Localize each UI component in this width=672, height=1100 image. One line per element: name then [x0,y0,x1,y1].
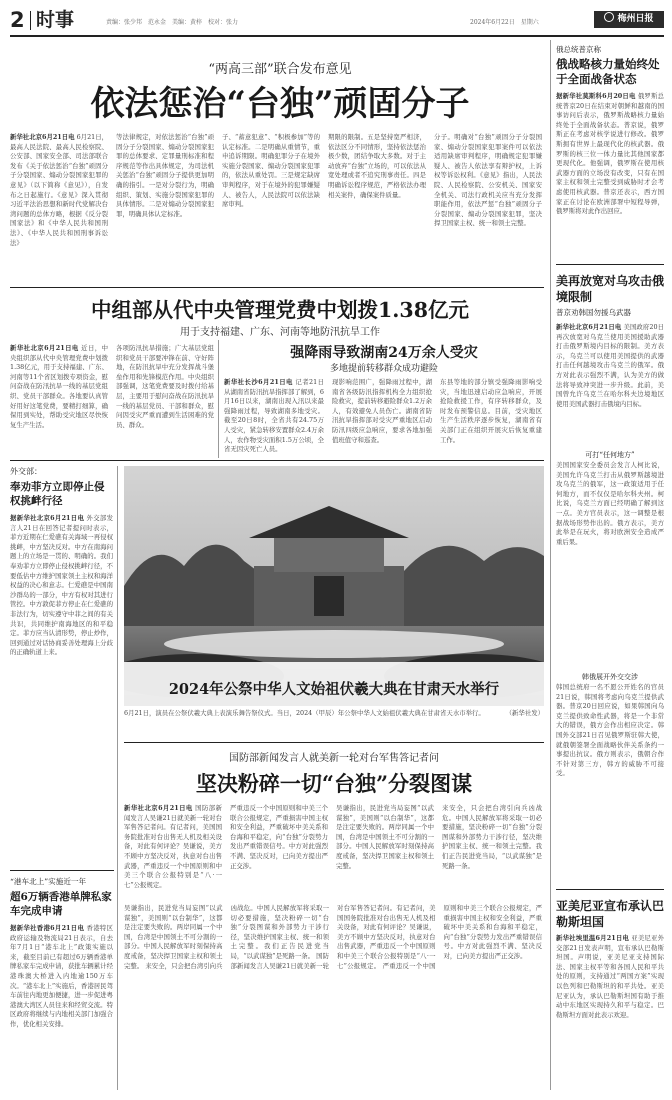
second-story-text-1: 近日，中央组织部从代中央管理党费中划拨1.38亿元，用于支持福建、广东、河南等11个省区划拨专项资金，慰问奋战在防汛抗旱一线的基层党组织、党员干部群众。各地要认真管好用好这笔党费，要精打细算，确保用到实处，帮助受灾地区尽快恢复生产生活。 [10,344,108,429]
left-sidebar-2 [10,876,113,1090]
lead-story-col-4: 期限的限制。五是坚持宽严相济，依法区分不同情形，坚持依法惩治极少数，团结争取大多数。对于主动放弃“台独”立场的，可以依法从宽处理或者不追究刑事责任。四是明确诉讼程序规范，严格依法办理相关案件，确保案件质量。 [328,133,426,199]
bottom-story-col-1 [124,804,222,896]
right-column [556,40,664,1090]
left-sidebar-1-dateline: 据新华社北京6月21日电 [10,514,85,522]
editor-credits: 责编：张少邦 范永金 美编：黄梓 校对：张力 [106,19,239,26]
bottom-story-text-6: 来安全，只会把台湾引向兵凶战危。中国人民解放军将采取一切必要措施，坚决粉碎一切“台独”分裂图谋和外部势力干涉行径，坚决维护国家主权、统一和领土完整。我们正告民进党当局，“以武谋独”是死路一条。 [145,904,329,970]
bottom-story-col-3: 吴谦指出，民进党当局妄图“以武谋独”，美国则“以台制华”，这都是注定要失败的。两岸同属一个中国，台湾是中国领土不可分割的一部分。中国人民解放军时刻保持高度戒备，坚决捍卫国家主权和领土完整。 [336,804,434,870]
page-number-divider [30,11,31,30]
left-sidebar-1-text: 外交部发言人21日在回答记者提问时表示，菲方近期在仁爱礁有关海域一再侵权挑衅，中方坚决反对。中方在南海问题上的立场是一贯的、明确的。我们奉劝菲方立即停止侵权挑衅行径，不要低估中方维护国家领土主权和海洋权益的决心和意志。仁爱礁是中国南沙群岛的一部分，中方有权对其进行管控。中方敦促菲方停止在仁爱礁的非法行为，切实遵守中菲之间的有关共识，共同维护南海地区的和平稳定。菲方应当认清形势，停止炒作，回到通过对话协商妥善处理海上分歧的正确轨道上来。 [10,514,113,657]
third-story-divider [218,340,219,458]
page-number: 2 [10,8,25,32]
lead-story-kicker: “两高三部”联合发布意见 [208,62,352,77]
lead-story-col-3: 子、“蓄意犯意”、“积极参加”等的认定标准。二是明确从重情节，重申追诉期限。明确犯罪分子在境外实施分裂国家、煽动分裂国家犯罪的，依法从重处罚。三是规定缺席审判程序，对于在境外的犯罪嫌疑人、被告人，人民法院可以依法缺席审判。 [222,133,320,209]
bottom-story-dateline: 新华社北京6月21日电 [124,804,193,812]
right-story-1-text: 俄罗斯总统普京20日在结束对朝鲜和越南的国事访问后表示，俄罗斯战略核力量始终处于全面战备状态。普京说，俄罗斯正在考虑对核学说进行修改。俄罗斯拥有世界上最现代化的核武器。俄罗斯的核三位一体力量比其他国家都更现代化。他强调，俄罗斯在使用核武器方面的立场没有改变，只有在国家主权和领土完整受到威胁时才会考虑使用核武器。普京还表示，西方国家正在讨论在欧洲部署中短程导弹，俄罗斯将对此作出回应。 [556,92,664,216]
temple-hall [274,536,384,572]
second-story-dateline: 新华社北京6月21日电 [10,344,79,352]
right-story-3-headline: 亚美尼亚宣布承认巴勒斯坦国 [556,899,665,929]
photo-credit: （新华社发） [505,709,544,717]
third-story-text-1: 记者21日从湖南省防汛抗旱指挥部了解到，6月16日以来，湖南出现入汛以来最强降雨过程，导致湖南多地受灾。截至20日8时，全省共有24.75万人受灾，紧急转移安置群众2.4万余人，农作物受灾面积1.5万公顷，全省无因灾死亡人员。 [224,378,324,454]
third-story-dateline: 新华社长沙6月21日电 [224,378,293,386]
masthead-rule [10,35,664,37]
photo-caption-text: 6月21日，演员在公祭伏羲大典上表演乐舞告祭仪式。当日，2024（甲辰）年公祭中华人文始祖伏羲大典在甘肃省天水市举行。 [124,709,485,717]
left-sidebar-2-kicker: “港车北上”实施近一年 [10,877,87,886]
left-sidebar-1-kicker: 外交部： [10,467,42,476]
temple-gate [314,576,344,616]
issue-date: 2024年6月22日 星期六 [470,19,539,26]
ceremony-photo [124,466,544,706]
right-story-2-body-b: 韩国总统府一名不愿公开姓名的官员21日说，韩国将考虑向乌克兰提供武器。普京20日回应说，如果韩国向乌克兰提供致命性武器，将是一个非常大的错误，俄方会作出相应决定。韩国外交部21日召见俄罗斯驻韩大使，就俄朝签署全面战略伙伴关系条约一事提出抗议。俄方则表示，俄朝合作不针对第三方，韩方的威胁不可接受。 [556,683,664,778]
right-story-3-text: 亚美尼亚外交部21日发表声明，宣布承认巴勒斯坦国。声明说，亚美尼亚支持国际法、国家主权平等和各国人民和平共处的原则，支持通过“两国方案”实现以色列和巴勒斯坦的和平共处。亚美尼亚认为，承认巴勒斯坦国有助于推动中东地区实现持久和平与稳定。巴勒斯坦方面对此表示欢迎。 [556,934,664,1019]
bottom-story-text-5: 吴谦指出，民进党当局妄图“以武谋独”，美国则“以台制华”，这都是注定要失败的。两岸同属一个中国，台湾是中国领土不可分割的一部分。中国人民解放军时刻保持高度戒备，坚决捍卫国家主权和领土完整。 [124,904,223,970]
lead-story-col-5: 分子。明确对“台独”顽固分子分裂国家、煽动分裂国家犯罪案件可以依法适用缺席审判程序，明确规定犯罪嫌疑人、被告人依法享有辩护权，上诉权等诉讼权利。《意见》指出，人民法院、人民检察院、公安机关、国家安全机关、司法行政机关应当充分发挥职能作用，依法严惩“台独”顽固分子分裂国家、煽动分裂国家犯罪，坚决捍卫国家主权、统一和领土完整。 [434,133,542,228]
right-story-1-body [556,92,664,258]
left-sidebar-2-dateline: 据新华社香港6月21日电 [10,924,85,932]
lead-story-dateline: 新华社北京6月21日电 [10,133,75,141]
section-title: 时事 [36,9,75,31]
bottom-story-col-4: 来安全，只会把台湾引向兵凶战危。中国人民解放军将采取一切必要措施，坚决粉碎一切“台独”分裂图谋和外部势力干涉行径，坚决维护国家主权、统一和领土完整。我们正告民进党当局，“以武谋独”是死路一条。 [442,804,542,870]
lead-story-rule [10,287,544,288]
right-story-3-dateline: 新华社埃里温6月21日电 [556,934,630,942]
photo-story-headline: 2024年公祭中华人文始祖伏羲大典在甘肃天水举行 [168,681,500,698]
paper-logo [594,11,664,28]
third-story-col-3: 东县等地的部分镇受强降雨影响受灾，当地迅速启动应急响应，开展抢险救援工作，有序转移群众，及时发布预警信息。目前，受灾地区生产生活秩序逐步恢复，湖南省有关部门正在组织开展灾后恢复重建工作。 [440,378,542,444]
bottom-story-text-7: 国防部新闻发言人吴谦21日就美新一轮对台军售答记者问。有记者问，美国国务院批准对台出售无人机及相关设备，对此有何评论？吴谦说，美方不顾中方坚决反对，执意对台出售武器，严重违反一个中国原则和中美三个联合公报特别是“八·一七”公报规定。 [230,904,436,970]
second-story-rule [10,460,544,461]
paper-name: 梅州日报 [617,14,654,24]
second-story-headline: 中组部从代中央管理党费中划拨1.38亿元 [91,298,469,322]
bottom-story-continued [124,904,542,1090]
right-story-1-dateline: 据新华社莫斯科6月20日电 [556,92,636,100]
left-sidebar-2-text: 香港特区政府运输及物流局21日表示，自去年7月1日“港车北上”政策实施以来，截至目前已有超过6万辆香港单牌私家车完成申请，获批车辆累计经港珠澳大桥进入内地逾150万车次。“港车北上”实施后，香港居民驾车前往内地更加便捷，进一步促进粤港澳大湾区人员往来和经贸交流。特区政府将继续与内地相关部门加强合作，优化相关安排。 [10,924,113,1028]
right-story-2-body [556,323,664,447]
bottom-story-headline: 坚决粉碎一切“台独”分裂图谋 [195,771,473,796]
second-story-col-2: 各项防汛抗旱措施；广大基层党组织和党员干部要冲锋在前、守好阵地，在防汛抗旱中充分发挥战斗堡垒作用和先锋模范作用。中央组织部强调，这笔党费要及时拨付给基层，主要用于慰问奋战在防汛抗旱一线的基层党员、干部和群众，慰问因受灾严重而遭到生活困难的党员、群众。 [116,344,214,429]
column-divider-right [550,40,551,1090]
left-sidebar-1 [10,466,113,856]
photo-caption [124,709,544,737]
third-story-col-2: 现影响范围广，强降雨过程中，湖南省各级防汛指挥机构全力组织抢险救灾，提前转移避险群众1.2万余人，有效避免人员伤亡。湖南省防汛抗旱指挥部对受灾严重地区启动防汛四级应急响应，要求各地加强值班值守和巡查。 [332,378,432,444]
left-sidebar-divider [117,466,118,1090]
photo-frame [124,466,544,706]
third-story-col-1 [224,378,324,458]
bottom-story-kicker: 国防部新闻发言人就美新一轮对台军售答记者问 [229,753,439,764]
photo-rule [124,742,544,743]
lead-story-col-2: 等法律规定，对依法惩治“台独”顽固分子分裂国家、煽动分裂国家犯罪的总体要求、定罪量刑标准和程序规范等作出具体规定，为司法机关惩治“台独”顽固分子提供更加明确的指引。一是对分裂行为，明确组织、策划、实施分裂国家犯罪的具体情形。二是对煽动分裂国家犯罪，明确具体认定标准。 [116,133,214,218]
second-story-col-1 [10,344,108,456]
third-story-subhead: 多地提前转移群众成功避险 [329,364,438,374]
third-story-headline: 强降雨导致湖南24万余人受灾 [290,345,478,361]
right-story-1-headline: 俄战略核力量始终处于全面战备状态 [556,57,660,86]
right-story-2-subtitle-a: 可打“任何地方” [585,451,635,459]
second-story-subhead: 用于支持福建、广东、河南等地防汛抗旱工作 [180,327,380,338]
lead-story-col-1 [10,133,108,280]
right-story-2-headline: 美再放宽对乌攻击俄境限制 [556,274,665,304]
left-sidebar-2-headline: 超6万辆香港单牌私家车完成申请 [10,891,112,917]
right-rule-1 [556,264,664,265]
left-sidebar-1-body [10,514,113,854]
right-story-2-text: 美国政府20日再次放宽对乌克兰使用美国援助武器打击俄罗斯境内目标的限制。美方表示，乌克兰可以使用美国提供的武器打击任何越境攻击乌克兰的俄军。俄方对此表示强烈不满，认为美方的做法将导致冲突进一步升级。此前，美国曾允许乌克兰在哈尔科夫边境地区使用美国武器打击俄境内目标。 [556,323,664,408]
bottom-story-text-1: 国防部新闻发言人吴谦21日就美新一轮对台军售答记者问。有记者问，美国国务院批准对台出售无人机及相关设备，对此有何评论？吴谦说，美方不顾中方坚决反对，执意对台出售武器，严重违反一个中国原则和中美三个联合公报特别是“八·一七”公报规定。 [124,804,222,889]
logo-seal-icon [604,12,614,22]
left-sidebar-1-headline: 奉劝菲方立即停止侵权挑衅行径 [10,481,105,507]
right-story-3-body [556,934,664,1054]
lead-story-text-1: 6月21日，最高人民法院、最高人民检察院、公安部、国家安全部、司法部联合发布《关于依法惩治“台独”顽固分子分裂国家、煽动分裂国家犯罪的意见》（以下简称《意见》），自发布之日起施行。《意见》深入贯彻习近平法治思想和新时代党解决台湾问题的总体方略，根据《反分裂国家法》和《中华人民共和国刑法》、《中华人民共和国刑事诉讼法》 [10,133,108,247]
left-sidebar-2-body [10,924,113,1086]
right-rule-2 [556,889,664,890]
lead-story-headline: 依法惩治“台独”顽固分子 [90,84,470,124]
left-sidebar-rule [10,870,114,871]
right-story-1-kicker: 俄总统普京称 [556,45,601,54]
bottom-story-text-8: 严重违反一个中国原则和中美三个联合公报规定，严重损害中国主权和安全利益，严重破坏中美关系和台海和平稳定，向“台独”分裂势力发出严重错误信号。中方对此强烈不满、坚决反对，已向美方提出严正交涉。 [382,904,542,970]
bottom-story-col-2: 严重违反一个中国原则和中美三个联合公报规定，严重损害中国主权和安全利益，严重破坏中美关系和台海和平稳定，向“台独”分裂势力发出严重错误信号。中方对此强烈不满、坚决反对，已向美方提出严正交涉。 [230,804,328,870]
right-story-2-subtitle-b: 韩俄展开外交交涉 [582,673,638,681]
right-story-2-dateline: 新华社北京6月21日电 [556,323,622,331]
right-story-2-body-a: 美国国家安全委员会发言人柯比说，美国允许乌克兰打击从俄罗斯越境进攻乌克兰的俄军，这一政策适用于任何地方，而不仅仅是哈尔科夫州。柯比说，乌克兰方面已经明确了解到这一点。美方官员表示，这一调整是根据战场形势作出的。俄方表示，美方此举是在玩火，将对欧洲安全造成严重后果。 [556,461,664,546]
photo-trees-right [404,546,544,626]
performer-crowd [164,630,504,658]
masthead [10,8,664,34]
right-story-2-subhead: 普京劝韩国勿援乌武器 [556,308,631,317]
